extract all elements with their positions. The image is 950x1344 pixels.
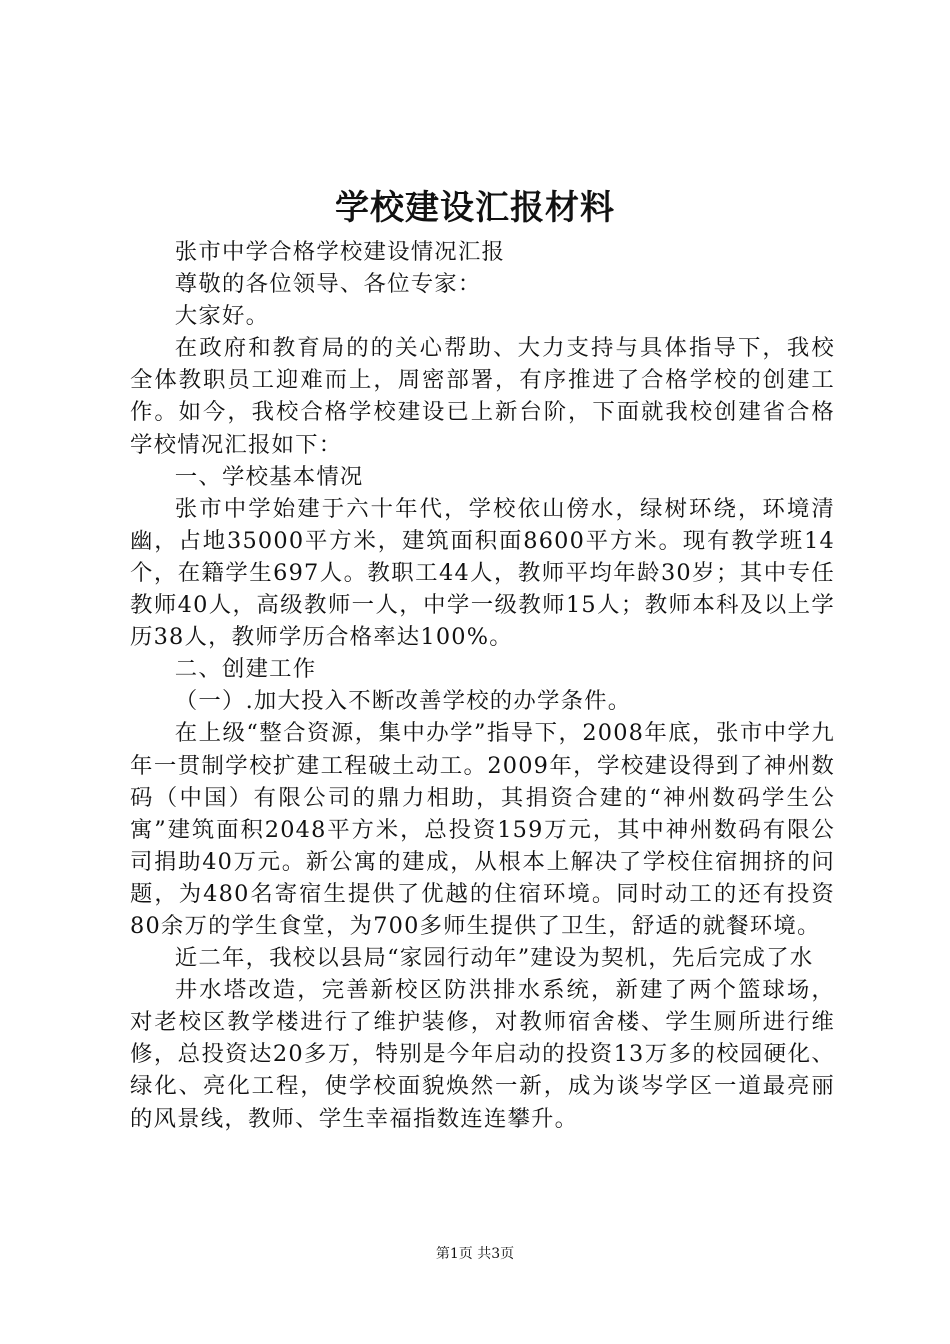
paragraph-expansion-project: 在上级“整合资源，集中办学”指导下，2008年底，张市中学九年一贯制学校扩建工程破土动工。2009年，学校建设得到了神州数码（中国）有限公司的鼎力相助，其捐资合建的“神州数码学生公寓”建筑面积2048平方米，总投资159万元，其中神州数码有限公司捐助40万元。新公寓的建成，从根本上解决了学校住宿拥挤的问题，为480名寄宿生提供了优越的住宿环境。同时动工的还有投资80余万的学生食堂，为700多师生提供了卫生，舒适的就餐环境。 bbox=[130, 720, 835, 939]
paragraph-recent-years: 近二年，我校以县局“家园行动年”建设为契机，先后完成了水 bbox=[174, 945, 814, 972]
paragraph-introduction: 在政府和教育局的的关心帮助、大力支持与具体指导下，我校全体教职员工迎难而上，周密部署，有序推进了合格学校的创建工作。如今，我校合格学校建设已上新台阶，下面就我校创建省合格学校情况汇报如下： bbox=[130, 335, 835, 458]
section-heading-creation-work: 二、创建工作 bbox=[174, 656, 317, 683]
document-body bbox=[130, 236, 835, 1135]
paragraph-salutation: 尊敬的各位领导、各位专家： bbox=[174, 271, 482, 298]
section-heading-basic-info: 一、学校基本情况 bbox=[174, 463, 364, 490]
paragraph-basic-info: 张市中学始建于六十年代，学校依山傍水，绿树环绕，环境清幽，占地35000平方米，建筑面积面8600平方米。现有教学班14个，在籍学生697人。教职工44人，教师平均年龄30岁；其中专任教师40人，高级教师一人，中学一级教师15人；教师本科及以上学历38人，教师学历合格率达100%。 bbox=[130, 495, 835, 651]
paragraph-report-heading: 张市中学合格学校建设情况汇报 bbox=[174, 239, 506, 265]
paragraph-renovations: 井水塔改造，完善新校区防洪排水系统，新建了两个篮球场，对老校区教学楼进行了维护装修，对教师宿舍楼、学生厕所进行维修，总投资达20多万，特别是今年启动的投资13万多的校园硬化、绿化、亮化工程，使学校面貌焕然一新，成为谈岑学区一道最亮丽的风景线，教师、学生幸福指数连连攀升。 bbox=[130, 977, 835, 1132]
page-number-footer: 第1页 共3页 bbox=[435, 1246, 515, 1262]
paragraph-greeting: 大家好。 bbox=[174, 303, 270, 330]
document-title: 学校建设汇报材料 bbox=[335, 188, 615, 228]
subsection-heading-investment: （一）.加大投入不断改善学校的办学条件。 bbox=[174, 688, 632, 715]
